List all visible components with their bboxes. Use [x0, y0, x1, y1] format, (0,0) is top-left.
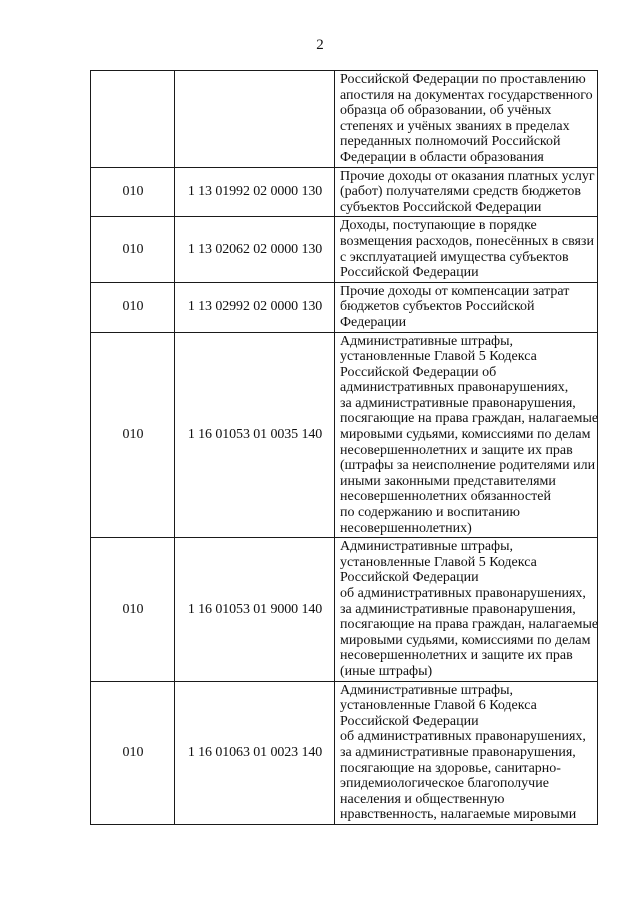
table-row	[91, 71, 598, 168]
budget-classification-code-cell: 1 16 01053 01 0035 140	[175, 332, 335, 538]
admin-code-cell: 010	[91, 538, 175, 681]
description-line: административных правонарушениях,	[340, 380, 569, 396]
description-line: субъектов Российской Федерации	[340, 199, 542, 215]
description-line: Российской Федерации	[340, 265, 479, 281]
description-line: переданных полномочий Российской	[340, 134, 561, 150]
description-line: Административные штрафы,	[340, 682, 514, 698]
admin-code-cell	[91, 71, 175, 168]
description-line: Российской Федерации	[340, 713, 479, 729]
description-line: мировыми судьями, комиссиями по делам	[340, 427, 591, 443]
description-line: возмещения расходов, понесённых в связи	[340, 233, 594, 249]
budget-classification-code-cell: 1 13 01992 02 0000 130	[175, 167, 335, 217]
revenue-description-cell	[335, 282, 598, 332]
table-row	[91, 681, 598, 824]
description-line: с эксплуатацией имущества субъектов	[340, 249, 569, 265]
description-line: Прочие доходы от оказания платных услуг	[340, 168, 595, 184]
description-line: несовершеннолетних и защите их прав	[340, 648, 573, 664]
revenue-description-cell	[335, 167, 598, 217]
description-line: (штрафы за неисполнение родителями или	[340, 458, 596, 474]
admin-code-cell: 010	[91, 167, 175, 217]
table-row	[91, 538, 598, 681]
table-row	[91, 282, 598, 332]
table-row	[91, 217, 598, 282]
revenue-description-cell	[335, 681, 598, 824]
description-line: Административные штрафы,	[340, 539, 514, 555]
budget-classification-code-cell: 1 13 02062 02 0000 130	[175, 217, 335, 282]
description-line: посягающие на права граждан, налагаемые	[340, 617, 599, 633]
description-line: посягающие на здоровье, санитарно-	[340, 760, 561, 776]
admin-code-cell: 010	[91, 681, 175, 824]
description-line: населения и общественную	[340, 791, 505, 807]
description-line: Административные штрафы,	[340, 333, 514, 349]
description-line: Прочие доходы от компенсации затрат	[340, 283, 570, 299]
description-line: посягающие на права граждан, налагаемые	[340, 411, 599, 427]
description-line: (работ) получателями средств бюджетов	[340, 184, 581, 200]
revenue-description-cell	[335, 332, 598, 538]
description-line: за административные правонарушения,	[340, 744, 576, 760]
description-line: Российской Федерации	[340, 570, 479, 586]
admin-code-cell: 010	[91, 282, 175, 332]
description-line: Российской Федерации по проставлению	[340, 72, 586, 87]
description-line: об административных правонарушениях,	[340, 586, 586, 601]
admin-code-cell: 010	[91, 217, 175, 282]
description-line: (иные штрафы)	[340, 663, 433, 679]
description-line: апостиля на документах государственного	[340, 87, 593, 103]
description-line: несовершеннолетних и защите их прав	[340, 442, 573, 458]
description-line: установленные Главой 6 Кодекса	[340, 698, 537, 714]
table-row	[91, 332, 598, 538]
description-line: Доходы, поступающие в порядке	[340, 218, 537, 234]
budget-classification-code-cell	[175, 71, 335, 168]
description-line: образца об образовании, об учёных	[340, 103, 552, 119]
table-body	[91, 71, 598, 825]
revenue-codes-table	[90, 70, 598, 825]
revenue-description-cell	[335, 538, 598, 681]
table-row	[91, 167, 598, 217]
revenue-description-cell	[335, 217, 598, 282]
description-line: Российской Федерации об	[340, 364, 497, 380]
description-line: Федерации в области образования	[340, 149, 544, 165]
description-line: мировыми судьями, комиссиями по делам	[340, 632, 591, 648]
description-line: по содержанию и воспитанию	[340, 505, 520, 521]
budget-classification-code-cell: 1 13 02992 02 0000 130	[175, 282, 335, 332]
description-line: несовершеннолетних)	[340, 520, 472, 536]
budget-classification-code-cell: 1 16 01053 01 9000 140	[175, 538, 335, 681]
description-line: иными законными представителями	[340, 473, 556, 489]
description-line: за административные правонарушения,	[340, 601, 576, 617]
description-line: установленные Главой 5 Кодекса	[340, 349, 537, 365]
description-line: степенях и учёных званиях в пределах	[340, 118, 570, 134]
page-number: 2	[316, 37, 324, 53]
description-line: нравственность, налагаемые мировыми	[340, 807, 577, 823]
description-line: за административные правонарушения,	[340, 395, 576, 411]
revenue-description-cell	[335, 71, 598, 168]
description-line: бюджетов субъектов Российской	[340, 299, 535, 315]
description-line: эпидемиологическое благополучие	[340, 776, 549, 792]
description-line: Федерации	[340, 314, 407, 330]
admin-code-cell: 010	[91, 332, 175, 538]
description-line: несовершеннолетних обязанностей	[340, 489, 551, 505]
description-line: об административных правонарушениях,	[340, 729, 586, 745]
description-line: установленные Главой 5 Кодекса	[340, 554, 537, 570]
budget-classification-code-cell: 1 16 01063 01 0023 140	[175, 681, 335, 824]
